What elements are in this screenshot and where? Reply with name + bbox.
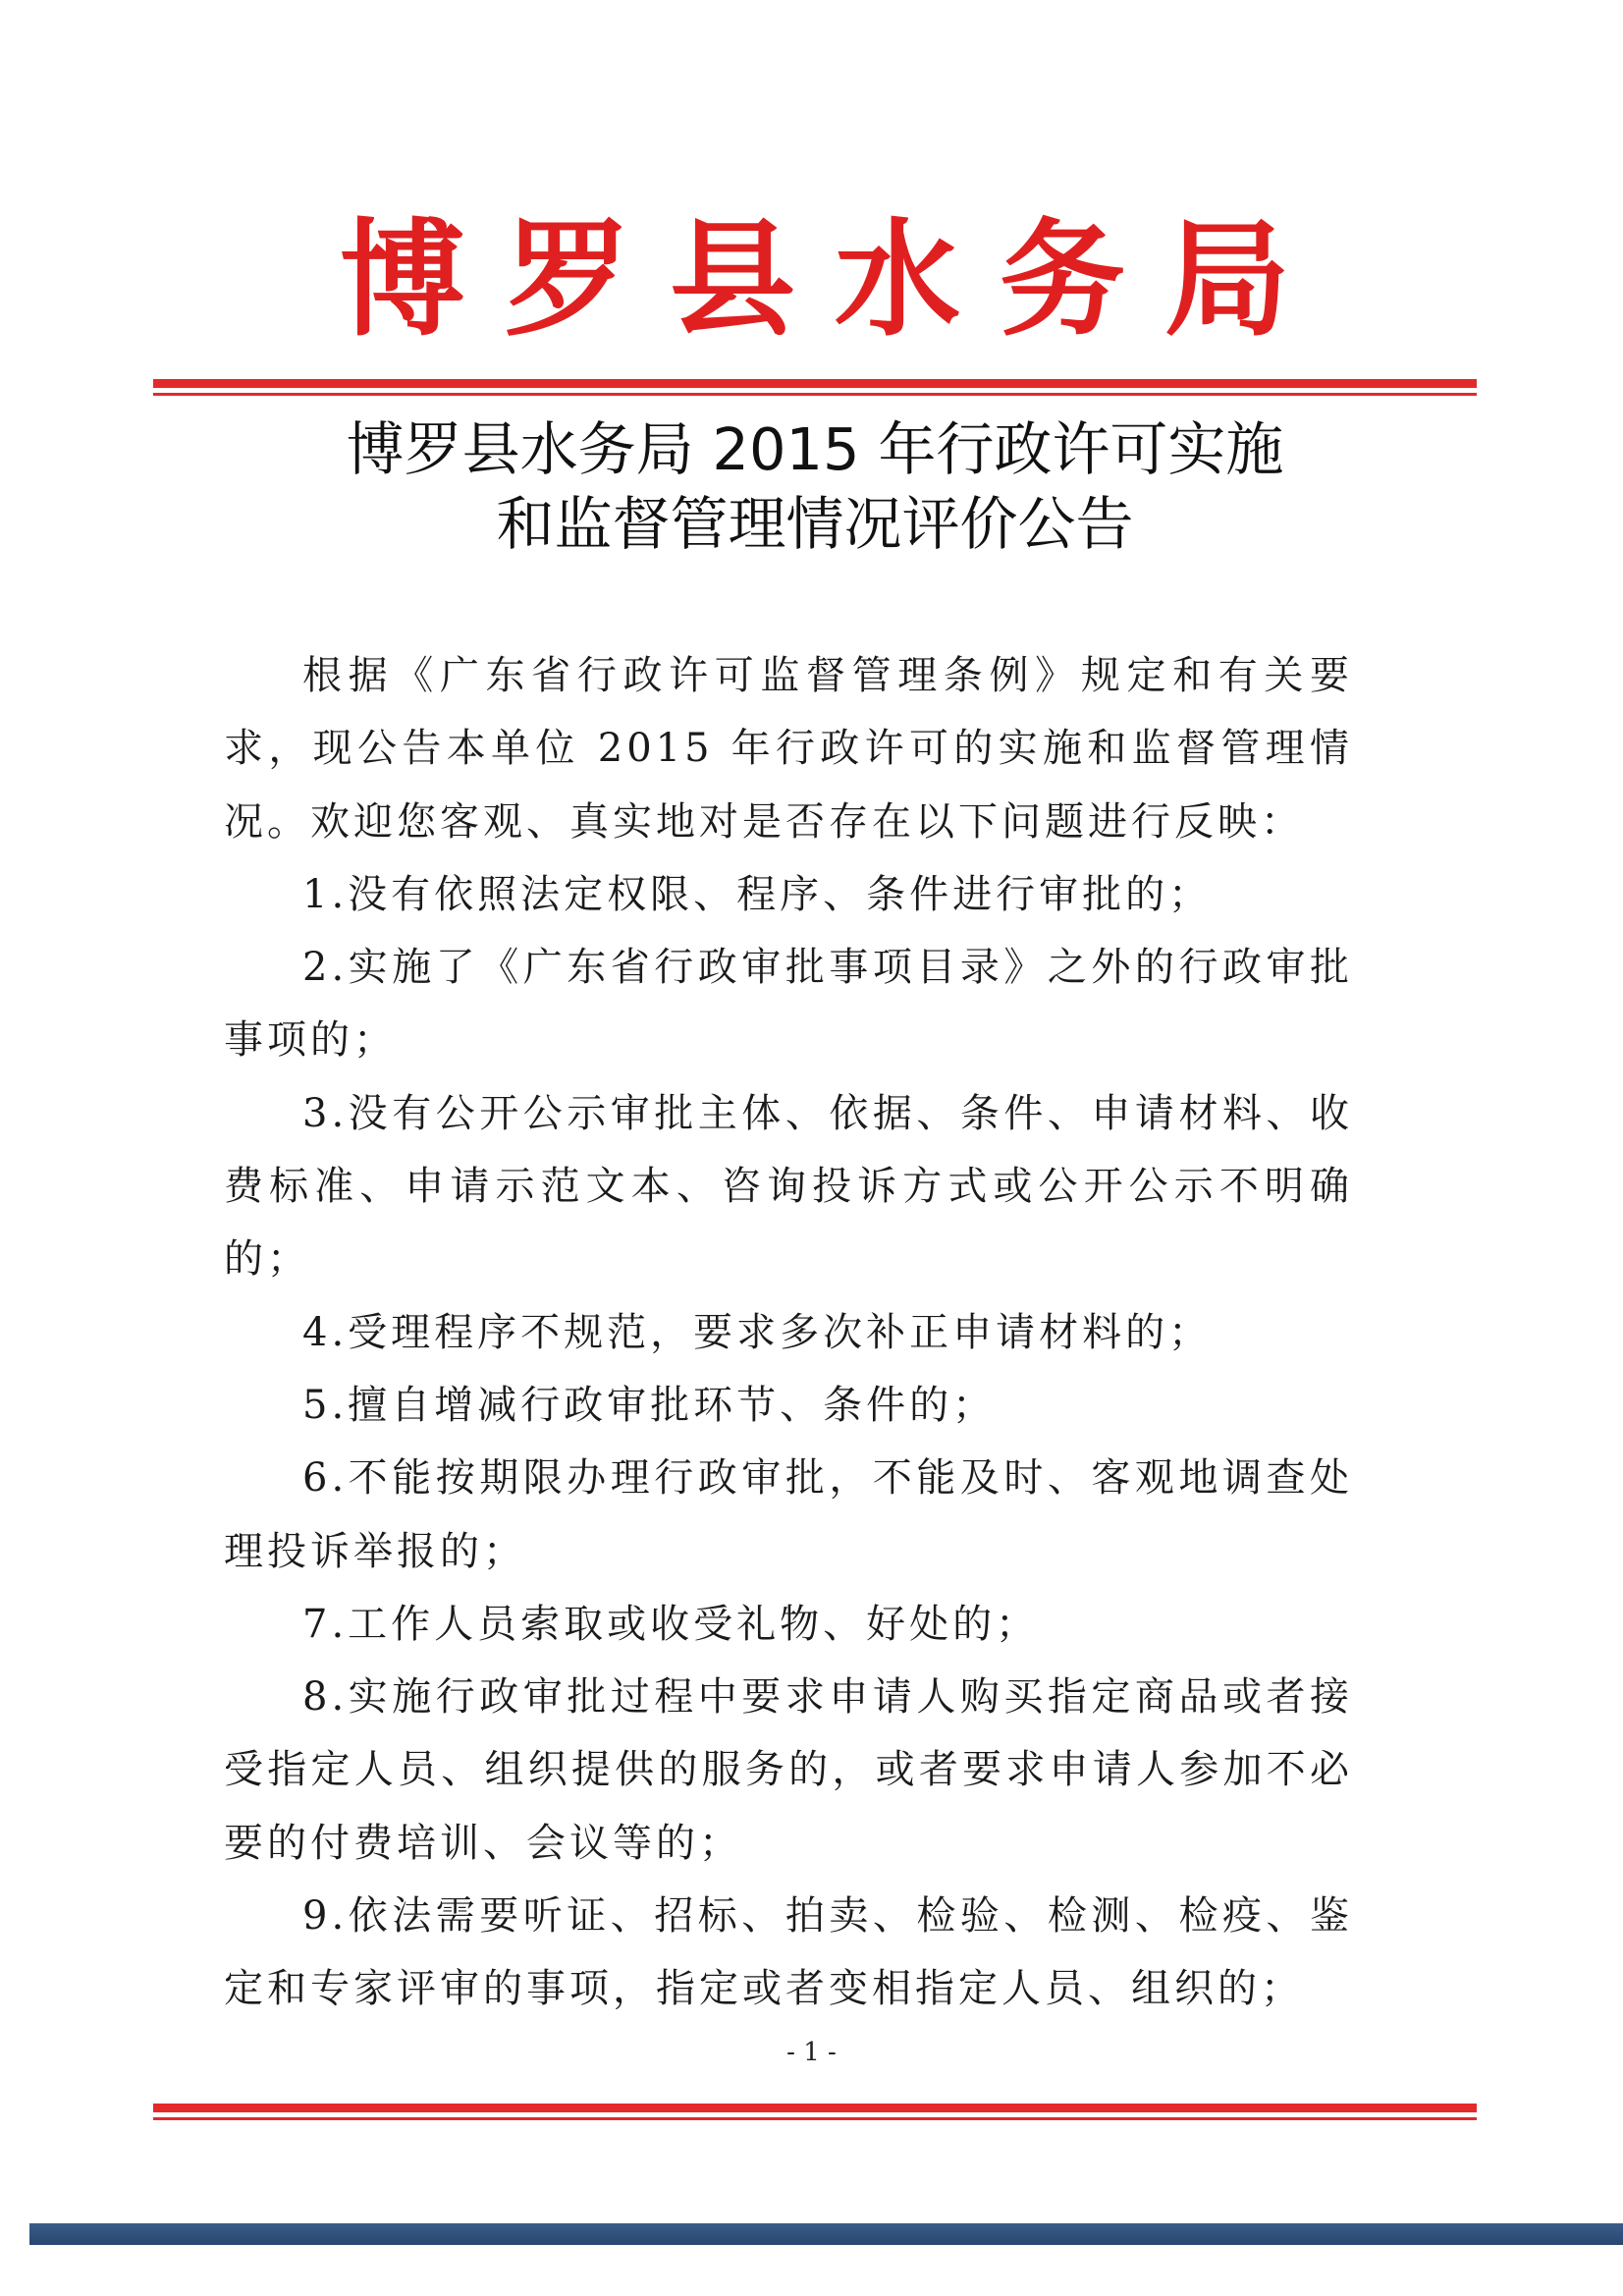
scan-edge-bar	[29, 2223, 1623, 2245]
document-title-line-2: 和监督管理情况评价公告	[496, 490, 1134, 558]
list-item: 1.没有依照法定权限、程序、条件进行审批的；	[302, 871, 1213, 917]
page-number: - 1 -	[786, 2038, 837, 2067]
list-item: 5.擅自增减行政审批环节、条件的；	[302, 1382, 997, 1428]
letterhead-title	[153, 206, 1477, 354]
letterhead-char: 县	[669, 206, 795, 354]
list-item: 2.实施了《广东省行政审批事项目录》之外的行政审批事项的；	[224, 945, 1353, 1064]
list-item: 3.没有公开公示审批主体、依据、条件、申请材料、收费标准、申请示范文本、咨询投诉方式或公开公示不明确的；	[224, 1090, 1353, 1283]
list-item: 6.不能按期限办理行政审批，不能及时、客观地调查处理投诉举报的；	[224, 1455, 1353, 1574]
letterhead-char: 博	[340, 206, 466, 354]
document-title	[153, 412, 1477, 562]
list-item: 4.受理程序不规范，要求多次补正申请材料的；	[302, 1309, 1213, 1355]
letterhead-char: 务	[999, 206, 1125, 354]
list-item: 8.实施行政审批过程中要求申请人购买指定商品或者接受指定人员、组织提供的服务的，或者要求申请人参加不必要的付费培训、会议等的；	[224, 1674, 1353, 1866]
letterhead-char: 水	[834, 206, 960, 354]
document-body	[224, 639, 1353, 2026]
list-item: 7.工作人员索取或收受礼物、好处的；	[302, 1601, 1040, 1647]
document-title-line-1: 博罗县水务局 2015 年行政许可实施	[346, 415, 1284, 483]
letterhead-char: 罗	[504, 206, 630, 354]
letterhead-divider	[153, 379, 1477, 396]
letterhead-char: 局	[1163, 206, 1290, 354]
footer-divider	[153, 2104, 1477, 2120]
list-item: 9.依法需要听证、招标、拍卖、检验、检测、检疫、鉴定和专家评审的事项，指定或者变相指定人员、组织的；	[224, 1893, 1353, 2012]
intro-paragraph: 根据《广东省行政许可监督管理条例》规定和有关要求，现公告本单位 2015 年行政许可的实施和监督管理情况。欢迎您客观、真实地对是否存在以下问题进行反映：	[224, 653, 1353, 845]
